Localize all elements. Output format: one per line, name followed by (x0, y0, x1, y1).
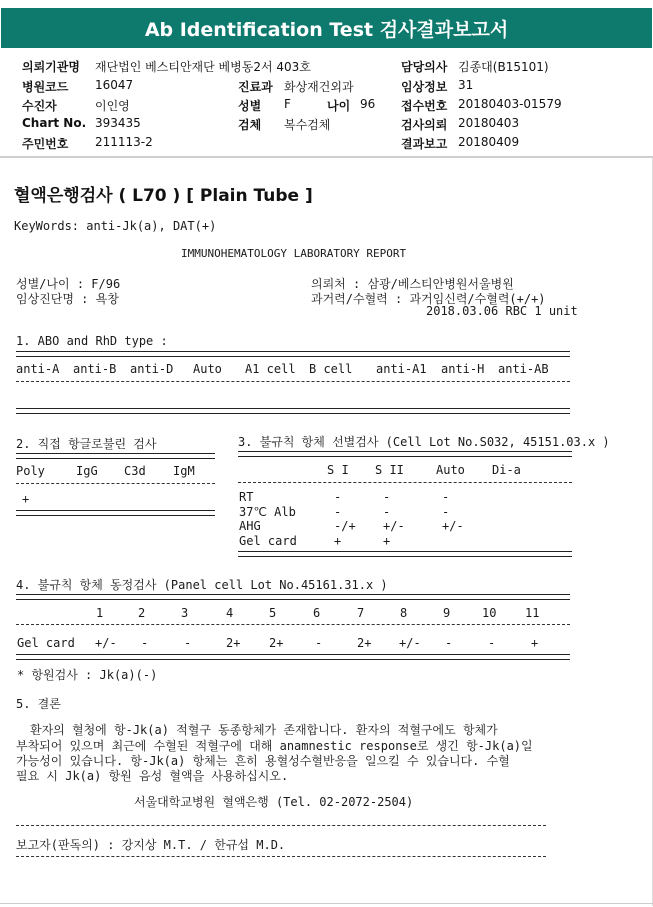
panel-value: + (531, 636, 539, 650)
double-rule (16, 351, 570, 357)
panel-number: 7 (357, 606, 365, 620)
screen-cell: - (383, 505, 391, 519)
double-rule (16, 510, 215, 516)
requester: 의뢰처 : 삼광/베스티안병원서울병원 (311, 277, 514, 291)
department-value: 화상재건외과 (284, 80, 354, 94)
panel-number: 9 (443, 606, 451, 620)
report-banner: Ab Identification Test 검사결과보고서 (1, 8, 652, 48)
screen-cell: -/+ (334, 519, 356, 533)
panel-number: 5 (269, 606, 277, 620)
double-rule (238, 551, 572, 557)
sex-value: F (284, 97, 291, 111)
panel-value: - (141, 636, 149, 650)
dat-header: IgG (76, 464, 98, 478)
patient-value: 이인영 (95, 99, 130, 113)
screen-cell: - (334, 490, 342, 504)
hospital-code-label: 병원코드 (22, 80, 69, 94)
abo-header: Auto (193, 362, 222, 376)
panel-value: 2+ (226, 636, 241, 650)
screen-row-label: AHG (239, 519, 261, 533)
screen-cell: + (334, 534, 342, 548)
conclusion-line: 환자의 혈청에 항-Jk(a) 적혈구 동종항체가 존재합니다. 환자의 적혈구에도 항체가 (30, 723, 498, 737)
department-label: 진료과 (238, 80, 273, 94)
screen-header: S II (375, 463, 404, 477)
clinical-value: 31 (458, 78, 474, 92)
panel-number: 8 (400, 606, 408, 620)
panel-number: 11 (525, 606, 540, 620)
conclusion-line: 가능성이 있습니다. 항-Jk(a) 항체는 흔히 용혈성수혈반응을 일으킬 수 있습니다. 수혈 (16, 754, 510, 768)
report-title: 혈액은행검사 ( L70 ) [ Plain Tube ] (14, 186, 313, 206)
dat-header: C3d (124, 464, 146, 478)
abo-title: 1. ABO and RhD type : (16, 334, 168, 348)
panel-value: 2+ (357, 636, 372, 650)
specimen-value: 복수검체 (284, 118, 331, 132)
dat-title: 2. 직접 항글로불린 검사 (16, 437, 157, 451)
dashed-rule (16, 483, 215, 484)
receipt-label: 접수번호 (401, 99, 448, 113)
sex-age: 성별/나이 : F/96 (16, 277, 121, 291)
conclusion-line: 필요 시 Jk(a) 항원 음성 혈액을 사용하십시오. (16, 769, 289, 783)
resident-value: 211113-2 (95, 135, 153, 149)
screen-cell: - (442, 505, 450, 519)
doctor-value: 김종대(B15101) (458, 60, 549, 74)
abo-header: anti-A1 (376, 362, 427, 376)
history: 과거력/수혈력 : 과거임신력/수혈력(+/+) (311, 292, 546, 306)
panel-value: - (315, 636, 323, 650)
receipt-value: 20180403-01579 (458, 97, 562, 111)
specimen-label: 검체 (238, 118, 262, 132)
dat-poly-value: + (22, 492, 30, 506)
screen-row-label: Gel card (239, 534, 297, 548)
report-label: 결과보고 (401, 137, 448, 151)
double-rule (16, 654, 570, 660)
dashed-rule (16, 381, 570, 382)
panel-number: 10 (482, 606, 497, 620)
double-rule (16, 594, 570, 600)
abo-header: anti-A (16, 362, 60, 376)
conclusion-line: 부착되어 있으며 최근에 수혈된 적혈구에 대해 anamnestic response로 생긴 항-Jk(a)일 (16, 739, 533, 753)
screen-cell: - (442, 490, 450, 504)
dat-header: IgM (173, 464, 195, 478)
conclusion-title: 5. 결론 (16, 697, 61, 711)
panel-value: +/- (95, 636, 117, 650)
abo-header: anti-AB (498, 362, 549, 376)
screen-title: 3. 불규칙 항체 선별검사 (Cell Lot No.S032, 45151.03.x ) (238, 435, 610, 449)
screen-header: Auto (436, 463, 465, 477)
hospital-code-value: 16047 (95, 78, 134, 92)
double-rule (238, 451, 572, 457)
institution-label: 의뢰기관명 (22, 60, 80, 74)
panel-value: - (488, 636, 496, 650)
screen-header: S I (327, 463, 349, 477)
dashed-rule (16, 825, 546, 826)
panel-value: - (184, 636, 192, 650)
dat-header: Poly (16, 464, 45, 478)
resident-label: 주민번호 (22, 137, 69, 151)
panel-value: - (445, 636, 453, 650)
panel-value: 2+ (269, 636, 284, 650)
request-value: 20180403 (458, 116, 520, 130)
age-label: 나이 (327, 99, 351, 113)
screen-cell: - (383, 490, 391, 504)
abo-header: A1 cell (245, 362, 296, 376)
hospital-line: 서울대학교병원 혈액은행 (Tel. 02-2072-2504) (134, 795, 414, 809)
abo-header: anti-B (73, 362, 117, 376)
bottom-border (0, 903, 653, 904)
screen-row-label: RT (239, 490, 254, 504)
report-value: 20180409 (458, 135, 520, 149)
panel-title: 4. 불규칙 항체 동정검사 (Panel cell Lot No.45161.31.x ) (16, 578, 388, 592)
chart-label: Chart No. (22, 116, 87, 130)
request-label: 검사의뢰 (401, 118, 448, 132)
reporter-line: 보고자(판독의) : 강지상 M.T. / 한규섭 M.D. (16, 838, 286, 852)
panel-number: 1 (96, 606, 104, 620)
screen-cell: - (334, 505, 342, 519)
patient-label: 수진자 (22, 99, 57, 113)
institution-value: 재단법인 베스티안재단 베병동2서 403호 (95, 60, 311, 74)
screen-cell: +/- (442, 519, 464, 533)
history-detail: 2018.03.06 RBC 1 unit (426, 304, 578, 318)
dashed-rule (16, 856, 546, 857)
panel-row-label: Gel card (17, 636, 75, 650)
panel-number: 4 (226, 606, 234, 620)
clinical-label: 임상정보 (401, 80, 448, 94)
panel-number: 6 (313, 606, 321, 620)
abo-header: anti-D (130, 362, 174, 376)
keywords: KeyWords: anti-Jk(a), DAT(+) (14, 219, 217, 233)
doctor-label: 담당의사 (401, 60, 448, 74)
screen-cell: +/- (383, 519, 405, 533)
double-rule (16, 453, 215, 459)
diagnosis: 임상진단명 : 욕창 (16, 292, 119, 306)
screen-header: Di-a (492, 463, 521, 477)
sex-label: 성별 (238, 99, 262, 113)
panel-number: 2 (138, 606, 146, 620)
lab-title: IMMUNOHEMATOLOGY LABORATORY REPORT (181, 247, 407, 260)
dashed-rule (16, 624, 570, 625)
double-rule (16, 408, 570, 414)
dashed-rule (238, 482, 572, 483)
panel-value: +/- (399, 636, 421, 650)
screen-cell: + (383, 534, 391, 548)
age-value: 96 (360, 97, 376, 111)
panel-number: 3 (181, 606, 189, 620)
abo-header: anti-H (441, 362, 485, 376)
antigen-test: * 항원검사 : Jk(a)(-) (17, 668, 158, 682)
abo-header: B cell (309, 362, 353, 376)
screen-row-label: 37℃ Alb (239, 505, 296, 519)
chart-value: 393435 (95, 116, 141, 130)
